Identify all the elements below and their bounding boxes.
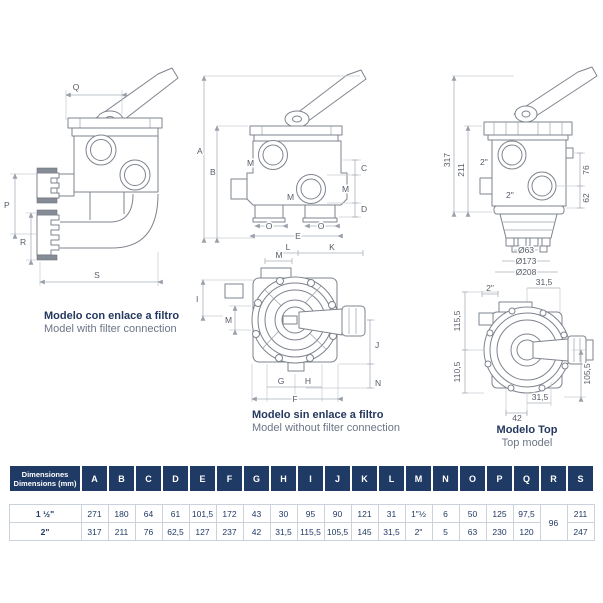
clamp-ring <box>494 206 564 214</box>
cell-1-a: 317 <box>81 523 108 541</box>
table-title-line1: Dimensiones <box>21 469 69 479</box>
cell-1-p: 230 <box>486 523 513 541</box>
column-header-h: H <box>270 465 297 492</box>
valve-lid <box>68 118 162 128</box>
dim-label-62: 62 <box>581 193 591 203</box>
table-spacer <box>9 492 594 505</box>
cell-0-b: 180 <box>108 505 135 523</box>
dim-label-p: P <box>4 200 10 210</box>
row-label-1: 2" <box>9 523 81 541</box>
dim-label-315-bottom: 31,5 <box>531 392 549 402</box>
cell-0-i: 95 <box>297 505 324 523</box>
handle-end-cap <box>586 340 593 360</box>
cell-1-j: 105,5 <box>324 523 351 541</box>
cell-1-c: 76 <box>135 523 162 541</box>
column-header-g: G <box>243 465 270 492</box>
cell-0-e: 101,5 <box>189 505 216 523</box>
dim-label-l: L <box>285 242 291 252</box>
dim-label-s: S <box>94 270 100 280</box>
cell-0-l: 31 <box>378 505 405 523</box>
cell-1-h: 31,5 <box>270 523 297 541</box>
drawing-top-model <box>440 62 603 422</box>
dim-label-h: H <box>304 376 312 386</box>
dim-label-dia208: Ø208 <box>515 267 537 277</box>
cell-0-c: 64 <box>135 505 162 523</box>
caption-top-model-es: Modelo Top <box>496 424 558 436</box>
left-stub <box>225 284 243 298</box>
dim-label-g: G <box>277 376 285 386</box>
dim-label-dia63: Ø63 <box>517 245 535 255</box>
dim-label-1155: 115,5 <box>452 310 462 332</box>
cell-0-m: 1"½ <box>405 505 432 523</box>
dim-label-76: 76 <box>581 165 591 175</box>
valve-side-view <box>197 70 367 256</box>
cell-1-b: 211 <box>108 523 135 541</box>
column-header-q: Q <box>513 465 540 492</box>
tank-adapter <box>500 214 557 238</box>
cell-0-h: 30 <box>270 505 297 523</box>
left-stub <box>231 179 247 199</box>
elbow-pipe <box>60 194 133 222</box>
column-header-j: J <box>324 465 351 492</box>
drawing-model-without-filter <box>195 62 410 417</box>
cell-0-f: 172 <box>216 505 243 523</box>
cell-1-e: 127 <box>189 523 216 541</box>
column-header-e: E <box>189 465 216 492</box>
table-title-cell <box>9 465 81 492</box>
dim-label-317: 317 <box>442 152 452 168</box>
column-header-n: N <box>432 465 459 492</box>
row-label-0: 1 ½" <box>9 505 81 523</box>
column-header-p: P <box>486 465 513 492</box>
cell-0-o: 50 <box>459 505 486 523</box>
valve-leg-right <box>305 205 335 218</box>
cell-0-p: 125 <box>486 505 513 523</box>
dim-label-d: D <box>361 204 368 214</box>
valve-lid <box>250 126 342 135</box>
dim-label-c: C <box>361 163 368 173</box>
dim-label-dia173: Ø173 <box>515 256 537 266</box>
top-model-side-view <box>442 67 597 277</box>
caption-with-filter <box>44 310 179 336</box>
dim-label-e: E <box>295 231 301 241</box>
table-row-1 <box>9 523 594 541</box>
column-header-r: R <box>540 465 567 492</box>
column-header-f: F <box>216 465 243 492</box>
cell-1-m: 2" <box>405 523 432 541</box>
column-header-o: O <box>459 465 486 492</box>
cell-1-g: 42 <box>243 523 270 541</box>
dim-label-a: A <box>197 146 203 156</box>
cell-1-o: 63 <box>459 523 486 541</box>
caption-without-filter <box>252 409 400 435</box>
dim-label-b: B <box>210 167 216 177</box>
dim-label-m-port1: M <box>247 158 255 168</box>
right-stub <box>566 148 573 158</box>
cell-1-n: 5 <box>432 523 459 541</box>
port-top-size: 2" <box>480 157 488 167</box>
dim-label-m-left: M <box>225 315 233 325</box>
dim-label-1105: 110,5 <box>452 361 462 383</box>
column-header-c: C <box>135 465 162 492</box>
left-stub <box>480 178 492 194</box>
dim-label-j: J <box>375 340 380 350</box>
dim-label-m-top: M <box>275 250 283 260</box>
dim-label-1055: 105,5 <box>582 363 592 385</box>
threaded-connector-lower <box>37 210 59 260</box>
column-header-l: L <box>378 465 405 492</box>
caption-without-filter-es: Modelo sin enlace a filtro <box>252 409 384 421</box>
dim-label-315-top: 31,5 <box>535 277 553 287</box>
valve-side-view-with-filter <box>4 68 178 286</box>
column-header-m: M <box>405 465 432 492</box>
cell-1-d: 62,5 <box>162 523 189 541</box>
threaded-connector-upper <box>37 168 59 203</box>
cell-1-q: 120 <box>513 523 540 541</box>
dim-label-f: F <box>292 394 298 404</box>
column-header-a: A <box>81 465 108 492</box>
dim-label-m-right: M <box>342 184 350 194</box>
cell-0-s: 211 <box>567 505 594 523</box>
dim-label-m-port2: M <box>287 192 295 202</box>
dim-label-n: N <box>375 378 382 388</box>
valve-lid-flange <box>484 122 572 135</box>
column-header-d: D <box>162 465 189 492</box>
handle-grip <box>342 306 365 336</box>
dim-label-i: I <box>196 294 199 304</box>
caption-top-model <box>468 424 586 450</box>
port-side-size: 2" <box>506 190 514 200</box>
valve-top-view <box>196 250 381 404</box>
cell-0-a: 271 <box>81 505 108 523</box>
dim-label-port2in: 2" <box>486 283 494 293</box>
dim-label-o-right: O <box>317 221 325 231</box>
top-model-top-view <box>452 277 593 423</box>
dim-label-r: R <box>20 237 27 247</box>
column-header-s: S <box>567 465 594 492</box>
dimensions-table <box>8 464 595 541</box>
column-header-k: K <box>351 465 378 492</box>
cell-1-k: 145 <box>351 523 378 541</box>
cell-r-merged: 96 <box>540 505 567 541</box>
handle-lever <box>533 339 568 361</box>
table-title-line2: Dimensions (mm) <box>13 478 77 488</box>
cell-1-i: 115,5 <box>297 523 324 541</box>
left-stub <box>479 313 493 325</box>
cell-0-k: 121 <box>351 505 378 523</box>
cell-0-d: 61 <box>162 505 189 523</box>
cell-0-j: 90 <box>324 505 351 523</box>
caption-with-filter-es: Modelo con enlace a filtro <box>44 310 180 322</box>
cell-1-s: 247 <box>567 523 594 541</box>
caption-top-model-en: Top model <box>501 437 553 449</box>
caption-without-filter-en: Model without filter connection <box>252 422 400 434</box>
valve-leg-left <box>255 205 283 218</box>
cell-0-n: 6 <box>432 505 459 523</box>
cell-1-f: 237 <box>216 523 243 541</box>
dim-label-k: K <box>329 242 335 252</box>
dim-label-o-left: O <box>265 221 273 231</box>
drawing-model-with-filter <box>0 62 210 312</box>
dim-label-q: Q <box>72 82 80 92</box>
dimensions-table-wrap <box>8 464 595 541</box>
caption-with-filter-en: Model with filter connection <box>44 323 177 335</box>
dim-label-42: 42 <box>512 413 522 423</box>
cell-1-l: 31,5 <box>378 523 405 541</box>
column-header-b: B <box>108 465 135 492</box>
table-row-0 <box>9 505 594 523</box>
dim-label-211: 211 <box>456 163 466 177</box>
cell-0-g: 43 <box>243 505 270 523</box>
column-header-i: I <box>297 465 324 492</box>
cell-0-q: 97,5 <box>513 505 540 523</box>
